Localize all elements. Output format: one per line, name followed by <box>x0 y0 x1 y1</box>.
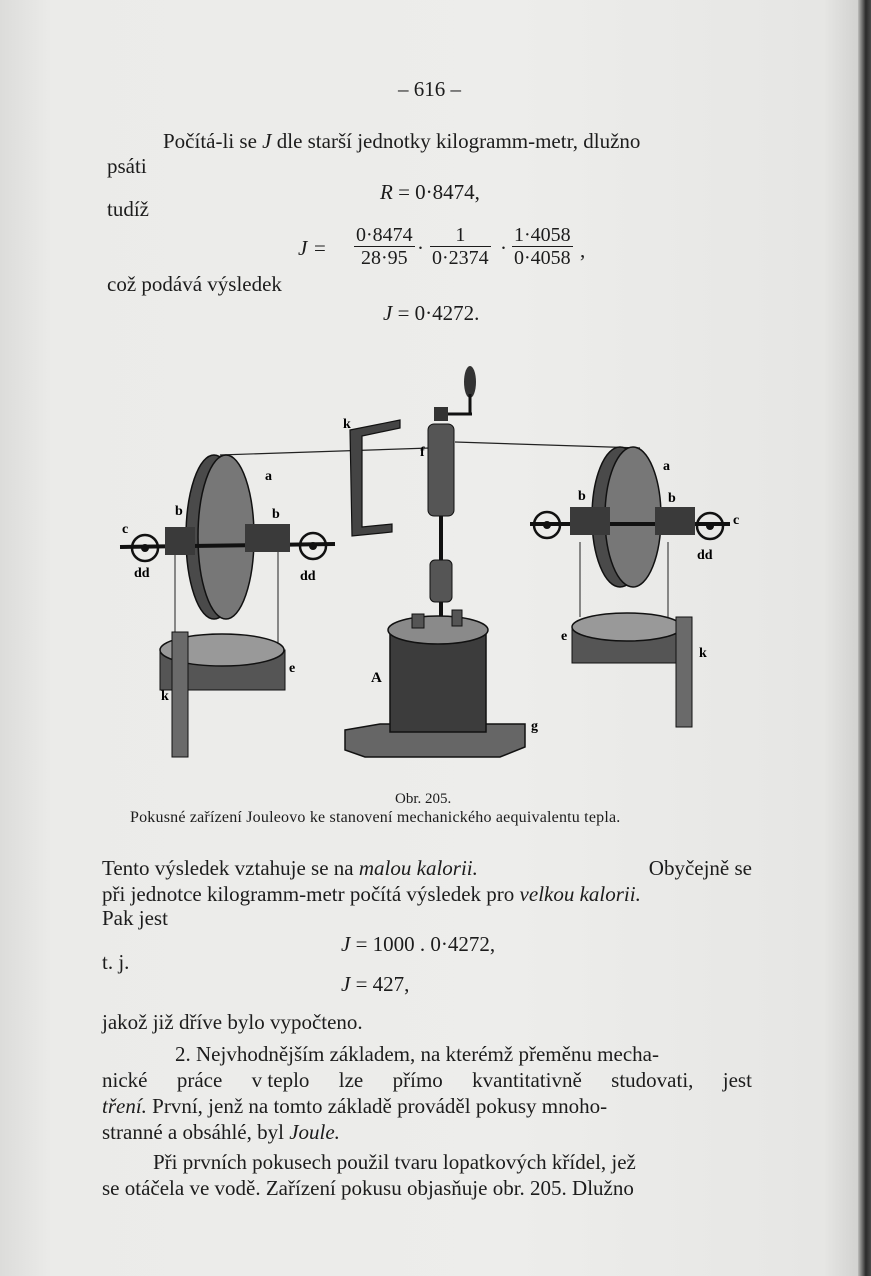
paragraph-3-line-1: 2. Nejvhodnějším základem, na kterémž přeměnu mecha- <box>175 1042 659 1066</box>
joule-apparatus-figure <box>0 352 871 792</box>
text-span <box>102 856 478 880</box>
label-a-right: a <box>663 459 670 474</box>
equation-value: = 0·8474, <box>398 180 480 204</box>
right-pulley-assembly <box>530 447 730 587</box>
text-span: v teplo <box>251 1068 310 1092</box>
symbol-J: J <box>383 301 393 325</box>
label-k-left: k <box>161 689 169 704</box>
italic-name: Joule. <box>289 1120 340 1144</box>
fraction-numerator: 0·8474 <box>356 224 413 246</box>
paragraph-1-line-2: psáti <box>107 154 147 178</box>
equation-R <box>380 180 480 204</box>
word-tj: t. j. <box>102 950 130 974</box>
right-weight <box>572 613 692 727</box>
italic-term: velkou kalorii. <box>519 882 641 906</box>
label-f: f <box>420 445 425 460</box>
fraction-1 <box>354 224 415 269</box>
label-dd-right: dd <box>697 548 713 563</box>
text-span: kvantitativně <box>472 1068 582 1092</box>
text-span: práce <box>176 1068 223 1092</box>
label-dd-left-2: dd <box>300 569 316 584</box>
string-line <box>220 448 430 455</box>
fraction-2 <box>430 224 491 269</box>
label-b-left-1: b <box>175 504 183 519</box>
text-span: přímo <box>392 1068 443 1092</box>
text-span: lze <box>338 1068 364 1092</box>
label-k-right: k <box>699 646 707 661</box>
computed-line: jakož již dříve bylo vypočteno. <box>102 1010 363 1034</box>
text-span: studovati, <box>611 1068 694 1092</box>
label-e-right: e <box>561 629 568 644</box>
label-dd-left-1: dd <box>134 566 150 581</box>
multiply-dot: · <box>417 236 424 260</box>
text-span: Tento výsledek vztahuje se na <box>102 856 354 880</box>
left-weight <box>160 632 285 757</box>
result-intro: což podává výsledek <box>107 272 282 296</box>
equation-J1-lhs: J = <box>298 236 327 260</box>
text-span: První, jenž na tomto základě prováděl pokusy mnoho- <box>152 1094 608 1118</box>
equation-J2 <box>383 301 479 325</box>
paragraph-2-line-1 <box>102 856 752 880</box>
italic-term: malou kalorii. <box>358 856 478 880</box>
central-spindle <box>428 366 476 622</box>
text-span: nické <box>102 1068 148 1092</box>
label-k-top: k <box>343 417 351 432</box>
multiply-dot: · <box>500 236 507 260</box>
equation-value: = 1000 . 0·4272, <box>355 932 496 956</box>
label-b-left-2: b <box>272 507 280 522</box>
italic-term: tření. <box>102 1094 147 1118</box>
fraction-denominator: 28·95 <box>361 247 408 269</box>
label-b-right-1: b <box>578 489 586 504</box>
page-number: – 616 – <box>398 77 461 101</box>
k-bracket <box>350 420 400 536</box>
paragraph-3-line-4 <box>102 1120 340 1144</box>
text-span: dle starší jednotky kilogramm-metr, dlužno <box>276 129 641 153</box>
paragraph-4-line-1: Při prvních pokusech použil tvaru lopatkových křídel, jež <box>153 1150 636 1174</box>
text-span: Obyčejně se <box>648 856 752 880</box>
figure-caption: Pokusné zařízení Jouleovo ke stanovení mechanického aequivalentu tepla. <box>130 809 621 826</box>
paragraph-1-line-1 <box>163 129 640 153</box>
label-e-left: e <box>289 661 296 676</box>
label-b-right-2: b <box>668 491 676 506</box>
paragraph-3-line-2 <box>102 1068 752 1092</box>
label-a-left: a <box>265 469 272 484</box>
text-span: jest <box>722 1068 752 1092</box>
label-c-left: c <box>122 522 129 537</box>
paragraph-2-line-2 <box>102 882 752 906</box>
figure-number: Obr. 205. <box>395 791 452 807</box>
text-span: při jednotce kilogramm-metr počítá výsledek pro <box>102 882 515 906</box>
equation-J4 <box>341 972 409 996</box>
paragraph-3-line-3 <box>102 1094 607 1118</box>
label-A: A <box>371 670 382 686</box>
trailing-comma: , <box>580 238 586 262</box>
paragraph-2-line-3: Pak jest <box>102 906 168 930</box>
fraction-3 <box>512 224 573 269</box>
symbol-J: J <box>262 129 272 153</box>
label-g: g <box>531 719 538 734</box>
label-c-right: c <box>733 513 740 528</box>
left-pulley-assembly <box>120 455 335 619</box>
paragraph-4-line-2: se otáčela ve vodě. Zařízení pokusu objasňuje obr. 205. Dlužno <box>102 1176 634 1200</box>
equation-value: = 0·4272. <box>397 301 480 325</box>
fraction-denominator: 0·4058 <box>514 247 571 269</box>
fraction-numerator: 1 <box>430 224 491 247</box>
equation-value: = 427, <box>355 972 410 996</box>
symbol-J: J <box>341 932 351 956</box>
equation-J3 <box>341 932 495 956</box>
fraction-denominator: 0·2374 <box>432 247 489 269</box>
text-span: stranné a obsáhlé, byl <box>102 1120 284 1144</box>
word-tudiz: tudíž <box>107 197 149 221</box>
string-line <box>455 442 640 448</box>
symbol-J: J <box>341 972 351 996</box>
symbol-R: R <box>380 180 393 204</box>
text-span: Počítá-li se <box>163 129 257 153</box>
fraction-numerator: 1·4058 <box>514 224 571 246</box>
